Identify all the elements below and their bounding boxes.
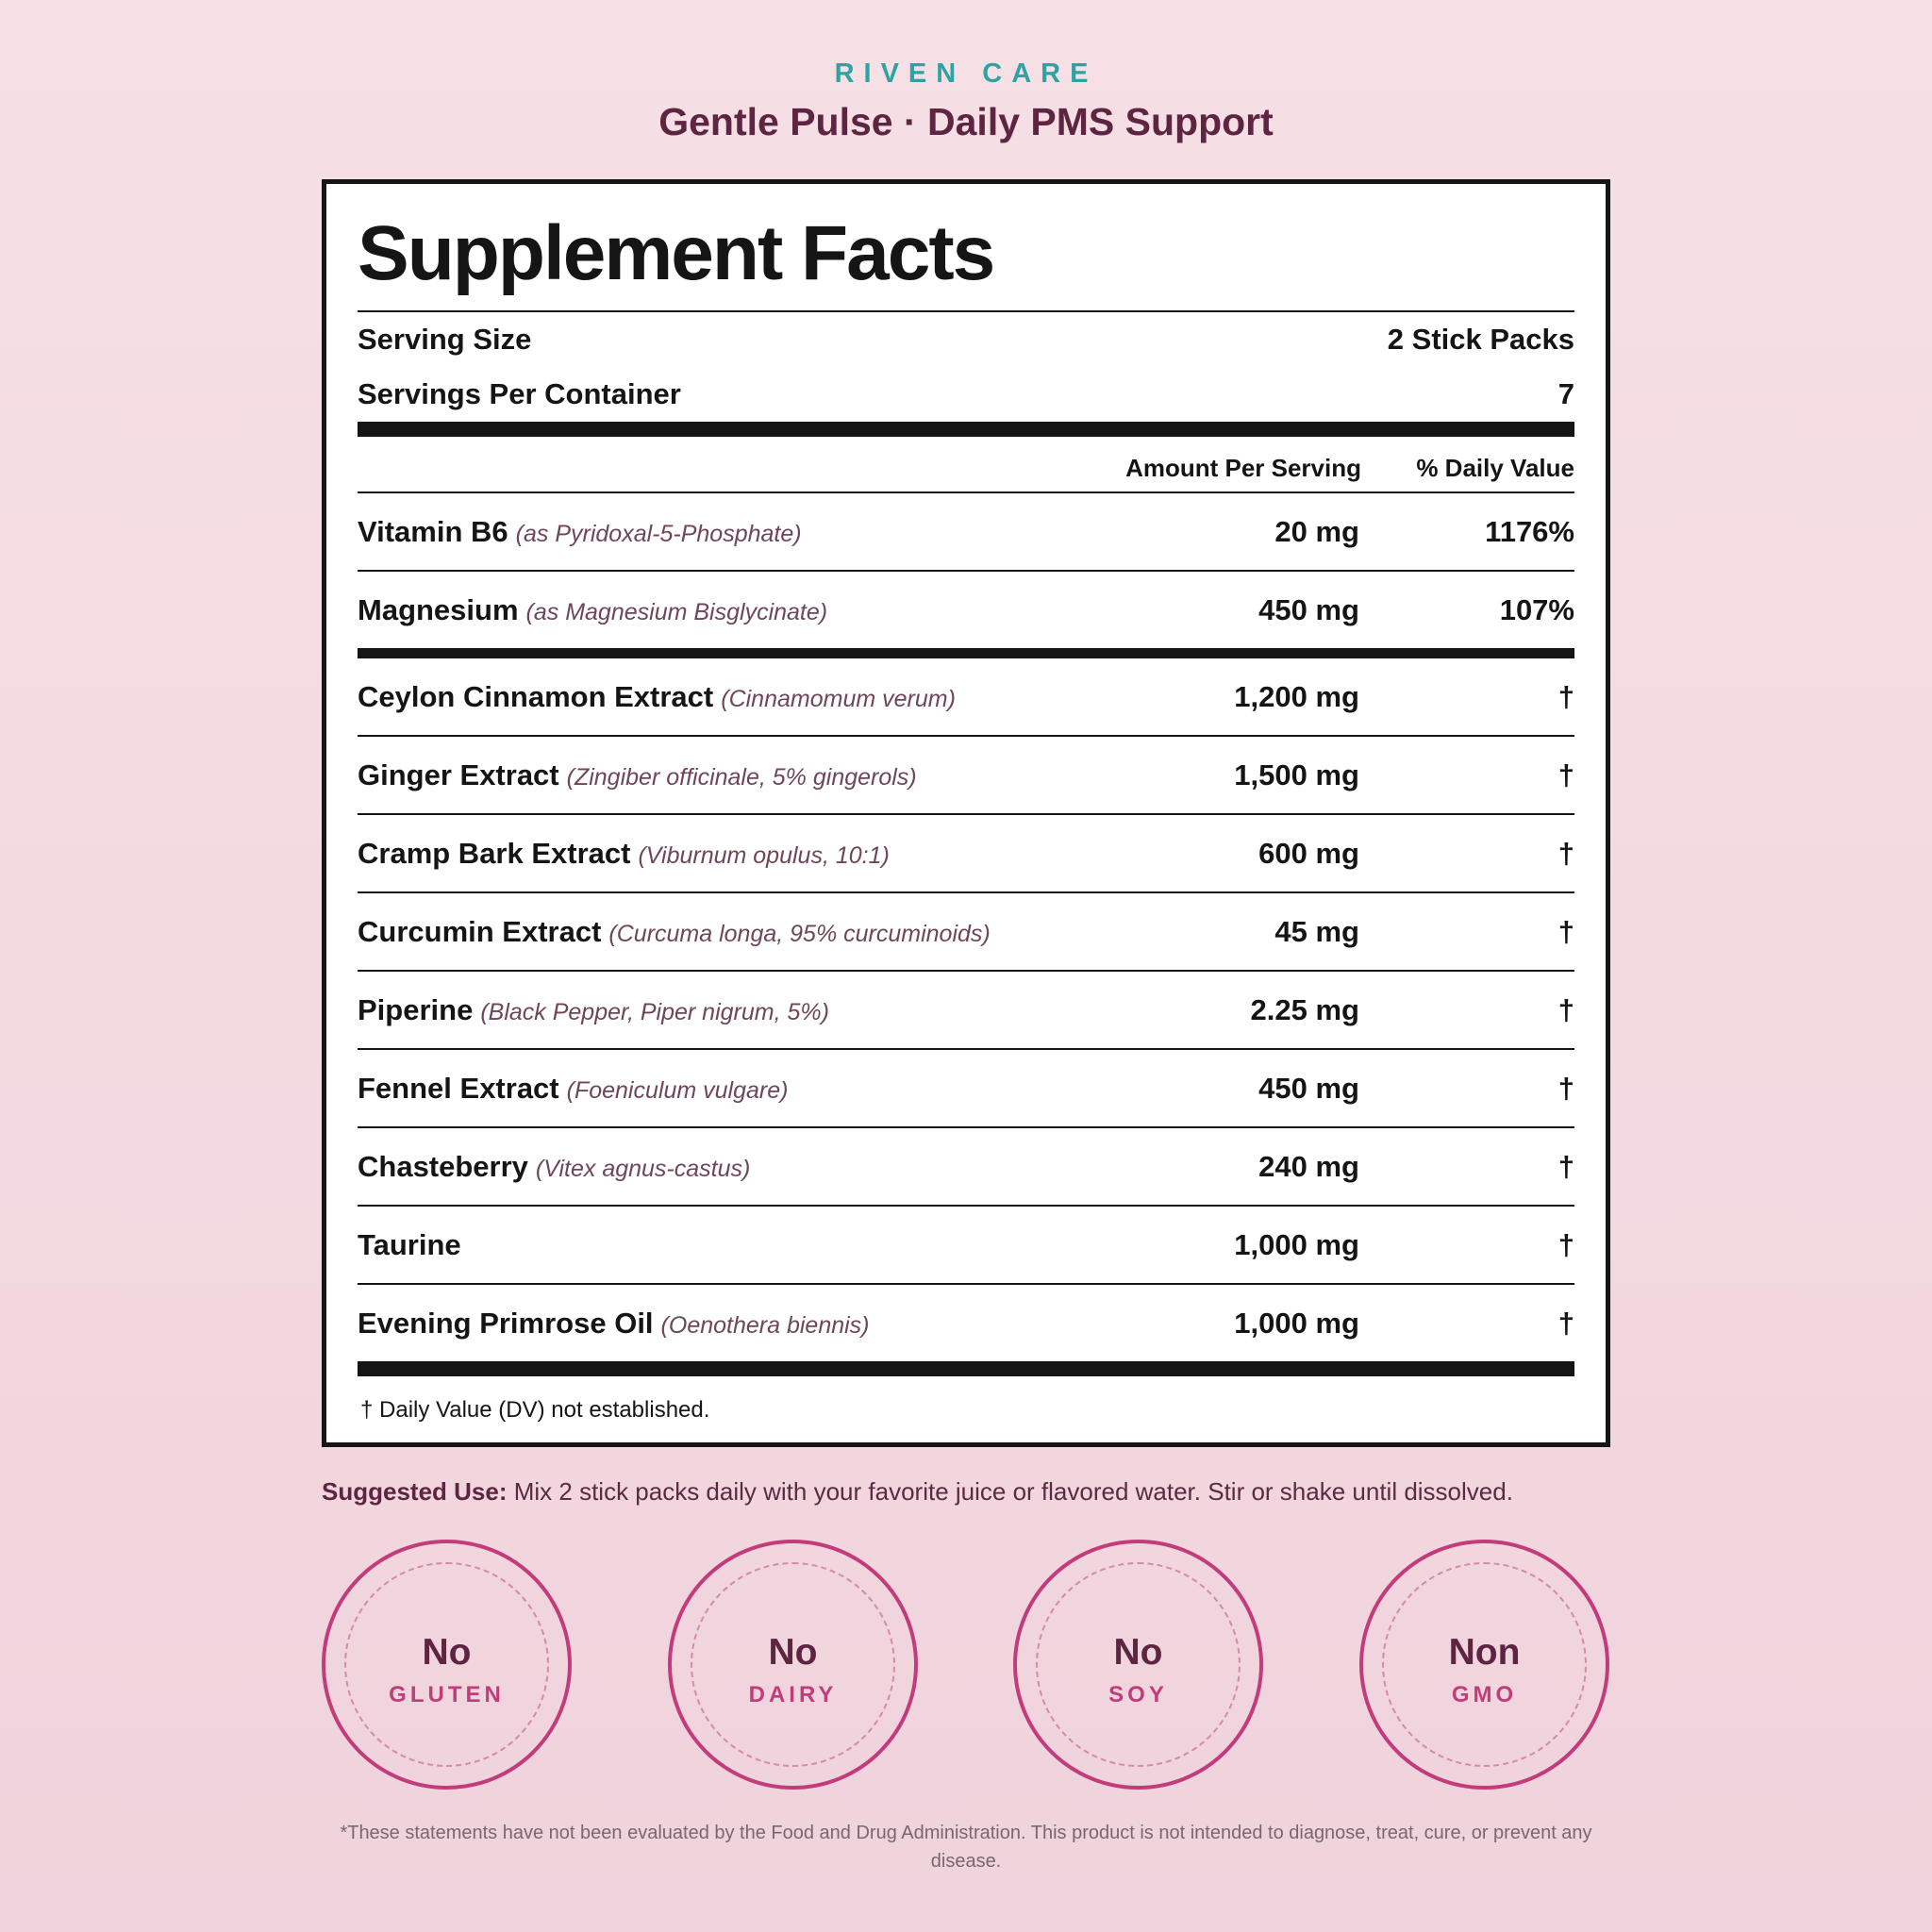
dv-footnote: † Daily Value (DV) not established. — [360, 1397, 710, 1423]
ingredient-amount: 450 mg — [1258, 592, 1359, 626]
badge-soy — [1013, 1540, 1263, 1790]
ingredient-detail: (Viburnum opulus, 10:1) — [638, 841, 890, 869]
brand-name: RIVEN CARE — [834, 58, 1098, 89]
ingredient-amount: 2.25 mg — [1250, 992, 1359, 1026]
ingredient-detail: (Oenothera biennis) — [660, 1311, 870, 1339]
product-title: Gentle Pulse · Daily PMS Support — [658, 100, 1274, 143]
ingredient-amount: 1,000 mg — [1234, 1227, 1359, 1261]
suggested-use-text: Mix 2 stick packs daily with your favorite juice or flavored water. Stir or shake until dissolved. — [507, 1477, 1513, 1506]
ingredient-name — [358, 1228, 1076, 1262]
ingredient-daily-value: † — [1557, 758, 1574, 791]
ingredient-name-text: Piperine — [358, 992, 474, 1026]
badge-small-text: DAIRY — [748, 1682, 838, 1707]
ingredient-name-text: Ceylon Cinnamon Extract — [358, 679, 714, 713]
ingredient-row — [358, 815, 1574, 891]
ingredient-name — [358, 993, 1076, 1027]
suggested-use — [322, 1477, 1642, 1507]
ingredient-amount: 20 mg — [1274, 514, 1359, 548]
badge-big-text: No — [768, 1632, 818, 1673]
ingredient-row — [358, 893, 1574, 970]
facts-title: Supplement Facts — [358, 210, 994, 296]
ingredient-name — [358, 680, 1076, 714]
ingredient-daily-value: † — [1557, 1306, 1574, 1340]
ingredient-name-text: Magnesium — [358, 592, 519, 626]
ingredient-row — [358, 572, 1574, 648]
amount-header: Amount Per Serving — [1125, 453, 1361, 482]
ingredient-daily-value: 107% — [1499, 592, 1574, 626]
ingredient-name-text: Curcumin Extract — [358, 914, 602, 948]
servings-per-container-row — [358, 367, 1574, 422]
ingredient-row — [358, 493, 1574, 570]
ingredient-detail: (Vitex agnus-castus) — [535, 1155, 751, 1182]
ingredient-row — [358, 1128, 1574, 1205]
ingredient-name — [358, 837, 1076, 871]
ingredient-daily-value: † — [1557, 836, 1574, 870]
ingredient-detail: (Foeniculum vulgare) — [566, 1076, 789, 1104]
ingredient-amount: 45 mg — [1274, 914, 1359, 948]
suggested-use-label: Suggested Use: — [322, 1477, 508, 1506]
vitamin-list — [358, 493, 1574, 650]
ingredient-daily-value: † — [1557, 1071, 1574, 1105]
ingredient-daily-value: † — [1557, 679, 1574, 713]
ingredient-amount: 1,500 mg — [1234, 758, 1359, 791]
ingredient-name — [358, 1307, 1076, 1341]
ingredient-row — [358, 1285, 1574, 1361]
ingredient-daily-value: † — [1557, 914, 1574, 948]
ingredient-amount: 1,200 mg — [1234, 679, 1359, 713]
ingredient-row — [358, 972, 1574, 1048]
ingredient-name-text: Taurine — [358, 1227, 461, 1261]
badge-dairy — [668, 1540, 918, 1790]
ingredient-name-text: Fennel Extract — [358, 1071, 559, 1105]
ingredient-name — [358, 915, 1076, 949]
ingredient-daily-value: † — [1557, 1227, 1574, 1261]
column-header — [358, 444, 1574, 491]
ingredient-amount: 450 mg — [1258, 1071, 1359, 1105]
badge-gmo — [1359, 1540, 1609, 1790]
ingredient-name — [358, 1150, 1076, 1184]
badge-big-text: Non — [1448, 1632, 1521, 1673]
ingredient-amount: 600 mg — [1258, 836, 1359, 870]
badge-big-text: No — [1113, 1632, 1163, 1673]
ingredient-detail: (Curcuma longa, 95% curcuminoids) — [608, 920, 991, 947]
ingredient-name-text: Vitamin B6 — [358, 514, 508, 548]
badge-small-text: GMO — [1451, 1682, 1518, 1707]
ingredient-detail: (Cinnamomum verum) — [721, 685, 956, 712]
ingredient-row — [358, 737, 1574, 813]
ingredient-row — [358, 1050, 1574, 1126]
ingredient-row — [358, 658, 1574, 735]
ingredient-row — [358, 1207, 1574, 1283]
dv-header: % Daily Value — [1416, 453, 1574, 482]
ingredient-amount: 1,000 mg — [1234, 1306, 1359, 1340]
ingredient-daily-value: † — [1557, 992, 1574, 1026]
ingredient-detail: (as Pyridoxal-5-Phosphate) — [515, 520, 802, 547]
ingredient-detail: (as Magnesium Bisglycinate) — [525, 598, 828, 625]
servings-value: 7 — [1557, 377, 1574, 410]
ingredient-name — [358, 1072, 1076, 1106]
ingredient-list — [358, 658, 1574, 1363]
ingredient-name-text: Chasteberry — [358, 1149, 528, 1183]
ingredient-name-text: Evening Primrose Oil — [358, 1306, 654, 1340]
ingredient-name-text: Ginger Extract — [358, 758, 559, 791]
ingredient-name — [358, 593, 1076, 627]
badge-small-text: SOY — [1108, 1682, 1168, 1707]
ingredient-name — [358, 758, 1076, 792]
ingredient-name — [358, 515, 1076, 549]
supplement-facts-panel — [322, 179, 1610, 1447]
servings-label: Servings Per Container — [358, 377, 681, 410]
serving-size-row — [358, 312, 1574, 367]
ingredient-daily-value: † — [1557, 1149, 1574, 1183]
fda-disclaimer: *These statements have not been evaluated by the Food and Drug Administration. This product is not intended to diagnose, treat, cure, or prevent any disease. — [340, 1823, 1592, 1872]
ingredient-detail: (Zingiber officinale, 5% gingerols) — [566, 763, 917, 791]
ingredient-amount: 240 mg — [1258, 1149, 1359, 1183]
badge-gluten — [322, 1540, 572, 1790]
serving-size-label: Serving Size — [358, 323, 532, 356]
serving-size-value: 2 Stick Packs — [1387, 323, 1574, 356]
ingredient-daily-value: 1176% — [1485, 514, 1574, 548]
badge-big-text: No — [422, 1632, 472, 1673]
badge-small-text: GLUTEN — [389, 1682, 505, 1707]
ingredient-detail: (Black Pepper, Piper nigrum, 5%) — [480, 998, 829, 1025]
ingredient-name-text: Cramp Bark Extract — [358, 836, 631, 870]
